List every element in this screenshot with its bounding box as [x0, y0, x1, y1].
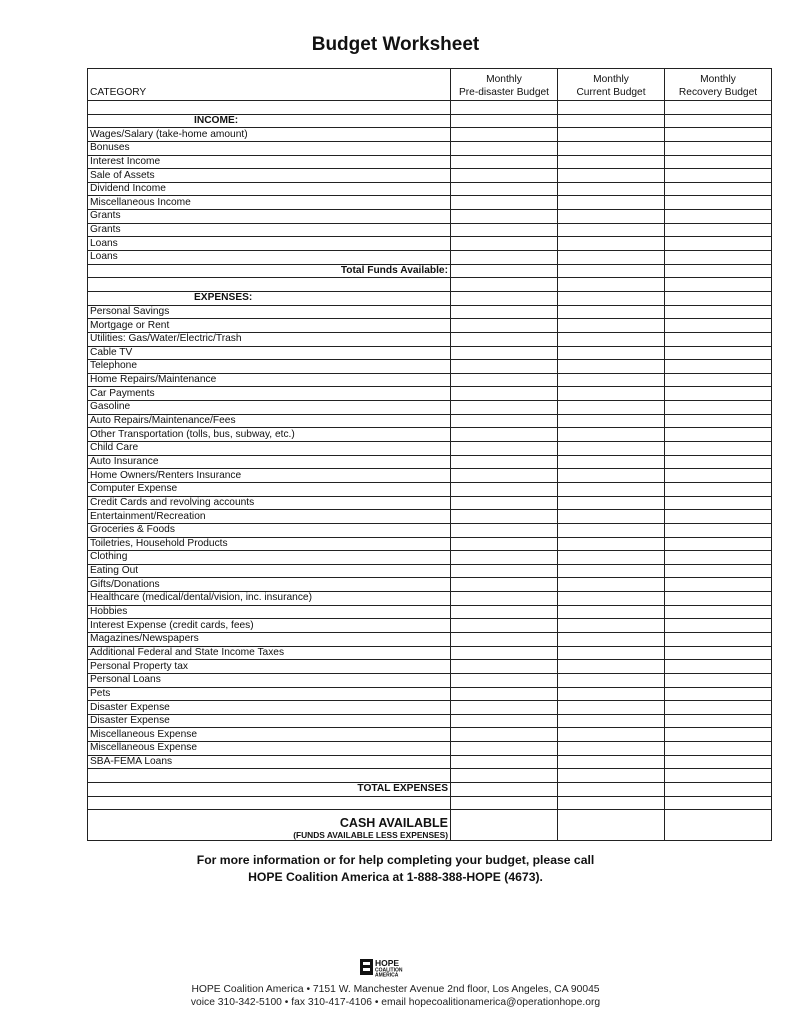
- budget-row: [88, 237, 772, 251]
- pre-disaster-cell[interactable]: [451, 360, 558, 374]
- recovery-budget-cell[interactable]: [665, 251, 772, 265]
- pre-disaster-cell[interactable]: [451, 442, 558, 456]
- recovery-budget-cell[interactable]: [665, 428, 772, 442]
- current-budget-cell[interactable]: [558, 251, 665, 265]
- current-budget-cell[interactable]: [558, 551, 665, 565]
- budget-row: [88, 619, 772, 633]
- budget-row: [88, 755, 772, 769]
- budget-row: [88, 687, 772, 701]
- budget-blank-row: [88, 278, 772, 292]
- category-label: Gifts/Donations: [88, 578, 451, 592]
- pre-disaster-cell[interactable]: [451, 496, 558, 510]
- budget-row: [88, 537, 772, 551]
- current-budget-cell[interactable]: [558, 360, 665, 374]
- budget-row: [88, 169, 772, 183]
- section-heading: EXPENSES:: [88, 291, 451, 305]
- budget-section-row: [88, 291, 772, 305]
- current-budget-cell[interactable]: [558, 537, 665, 551]
- pre-disaster-cell[interactable]: [451, 592, 558, 606]
- recovery-budget-cell[interactable]: [665, 455, 772, 469]
- category-label: Additional Federal and State Income Taxes: [88, 646, 451, 660]
- recovery-budget-cell[interactable]: [665, 346, 772, 360]
- budget-row: [88, 578, 772, 592]
- pre-disaster-cell[interactable]: [451, 687, 558, 701]
- category-label: Other Transportation (tolls, bus, subway, etc.): [88, 428, 451, 442]
- budget-blank-row: [88, 769, 772, 783]
- category-label: Grants: [88, 223, 451, 237]
- category-label: [88, 796, 451, 810]
- budget-row: [88, 673, 772, 687]
- hope-coalition-logo: [360, 958, 432, 978]
- current-budget-cell[interactable]: [558, 141, 665, 155]
- svg-text:AMERICA: AMERICA: [375, 972, 399, 978]
- budget-row: [88, 592, 772, 606]
- cash-available-label: CASH AVAILABLE: [88, 810, 451, 830]
- budget-row: [88, 469, 772, 483]
- recovery-budget-cell[interactable]: [665, 783, 772, 797]
- recovery-budget-cell[interactable]: [665, 155, 772, 169]
- recovery-budget-cell[interactable]: [665, 442, 772, 456]
- pre-disaster-cell[interactable]: [451, 182, 558, 196]
- recovery-budget-cell[interactable]: [665, 469, 772, 483]
- cash-available-row: [88, 810, 772, 830]
- category-label: Wages/Salary (take-home amount): [88, 128, 451, 142]
- recovery-budget-cell[interactable]: [665, 114, 772, 128]
- pre-disaster-cell[interactable]: [451, 646, 558, 660]
- category-label: Toiletries, Household Products: [88, 537, 451, 551]
- budget-row: [88, 414, 772, 428]
- recovery-budget-cell[interactable]: [665, 278, 772, 292]
- current-budget-cell[interactable]: [558, 482, 665, 496]
- category-label: [88, 278, 451, 292]
- current-budget-cell[interactable]: [558, 237, 665, 251]
- pre-disaster-cell[interactable]: [451, 551, 558, 565]
- current-budget-cell[interactable]: [558, 210, 665, 224]
- footer-contact-numbers: voice 310-342-5100 • fax 310-417-4106 • email hopecoalitionamerica@operationhope.org: [190, 997, 601, 1008]
- recovery-budget-cell[interactable]: [665, 237, 772, 251]
- budget-row: [88, 319, 772, 333]
- current-budget-cell[interactable]: [558, 632, 665, 646]
- pre-disaster-cell[interactable]: [451, 237, 558, 251]
- section-heading: INCOME:: [88, 114, 451, 128]
- pre-disaster-cell[interactable]: [451, 251, 558, 265]
- pre-disaster-cash-cell-lower[interactable]: [451, 829, 558, 841]
- category-label: Sale of Assets: [88, 169, 451, 183]
- category-label: Auto Repairs/Maintenance/Fees: [88, 414, 451, 428]
- category-label: Miscellaneous Expense: [88, 728, 451, 742]
- recovery-budget-cell[interactable]: [665, 141, 772, 155]
- pre-disaster-cell[interactable]: [451, 401, 558, 415]
- category-label: Interest Income: [88, 155, 451, 169]
- recovery-budget-cell[interactable]: [665, 796, 772, 810]
- category-label: SBA-FEMA Loans: [88, 755, 451, 769]
- category-label: Disaster Expense: [88, 714, 451, 728]
- pre-disaster-cell[interactable]: [451, 428, 558, 442]
- pre-disaster-cell[interactable]: [451, 482, 558, 496]
- budget-row: [88, 605, 772, 619]
- category-label: Clothing: [88, 551, 451, 565]
- budget-row: [88, 564, 772, 578]
- budget-row: [88, 551, 772, 565]
- current-budget-cell[interactable]: [558, 373, 665, 387]
- budget-table: [87, 68, 772, 841]
- category-label: Hobbies: [88, 605, 451, 619]
- category-header: CATEGORY: [88, 69, 451, 101]
- budget-row: [88, 455, 772, 469]
- pre-disaster-cell[interactable]: [451, 660, 558, 674]
- pre-disaster-cell[interactable]: [451, 196, 558, 210]
- category-label: Car Payments: [88, 387, 451, 401]
- pre-disaster-cell[interactable]: [451, 783, 558, 797]
- current-budget-cell[interactable]: [558, 742, 665, 756]
- category-label: [88, 101, 451, 115]
- category-label: Cable TV: [88, 346, 451, 360]
- budget-row: [88, 155, 772, 169]
- budget-row: [88, 373, 772, 387]
- current-budget-cell[interactable]: [558, 660, 665, 674]
- recovery-budget-cell[interactable]: [665, 769, 772, 783]
- total-label: TOTAL EXPENSES: [88, 783, 451, 797]
- pre-disaster-cell[interactable]: [451, 619, 558, 633]
- pre-disaster-cell[interactable]: [451, 264, 558, 278]
- current-budget-cell[interactable]: [558, 414, 665, 428]
- category-label: [88, 769, 451, 783]
- current-budget-cell[interactable]: [558, 769, 665, 783]
- budget-row: [88, 251, 772, 265]
- recovery-budget-cash-cell[interactable]: [665, 810, 772, 830]
- budget-row: [88, 387, 772, 401]
- category-label: Dividend Income: [88, 182, 451, 196]
- budget-row: [88, 141, 772, 155]
- current-budget-cell[interactable]: [558, 387, 665, 401]
- pre-disaster-cell[interactable]: [451, 414, 558, 428]
- category-label: Utilities: Gas/Water/Electric/Trash: [88, 332, 451, 346]
- budget-row: [88, 360, 772, 374]
- pre-disaster-cell[interactable]: [451, 673, 558, 687]
- category-label: Healthcare (medical/dental/vision, inc. insurance): [88, 592, 451, 606]
- budget-row: [88, 223, 772, 237]
- budget-row: [88, 632, 772, 646]
- recovery-budget-header: Monthly Recovery Budget: [665, 69, 772, 101]
- budget-total-row: [88, 783, 772, 797]
- recovery-budget-cell[interactable]: [665, 196, 772, 210]
- pre-disaster-cell[interactable]: [451, 523, 558, 537]
- category-label: Child Care: [88, 442, 451, 456]
- recovery-budget-cell[interactable]: [665, 714, 772, 728]
- budget-row: [88, 482, 772, 496]
- recovery-budget-cell[interactable]: [665, 742, 772, 756]
- current-budget-cell[interactable]: [558, 455, 665, 469]
- current-budget-cell[interactable]: [558, 442, 665, 456]
- pre-disaster-cell[interactable]: [451, 319, 558, 333]
- category-label: Eating Out: [88, 564, 451, 578]
- recovery-budget-cell[interactable]: [665, 660, 772, 674]
- current-budget-cell[interactable]: [558, 196, 665, 210]
- category-label: Credit Cards and revolving accounts: [88, 496, 451, 510]
- pre-disaster-cell[interactable]: [451, 141, 558, 155]
- recovery-budget-cell[interactable]: [665, 564, 772, 578]
- pre-disaster-cell[interactable]: [451, 769, 558, 783]
- help-info-line2: HOPE Coalition America at 1-888-388-HOPE (4673).: [248, 870, 543, 884]
- current-budget-cell[interactable]: [558, 223, 665, 237]
- pre-disaster-cell[interactable]: [451, 155, 558, 169]
- pre-disaster-cell[interactable]: [451, 632, 558, 646]
- category-label: Gasoline: [88, 401, 451, 415]
- category-label: Entertainment/Recreation: [88, 510, 451, 524]
- budget-row: [88, 510, 772, 524]
- budget-row: [88, 332, 772, 346]
- current-budget-cell[interactable]: [558, 346, 665, 360]
- help-info-line1: For more information or for help completing your budget, please call: [196, 853, 595, 867]
- pre-disaster-cell[interactable]: [451, 578, 558, 592]
- current-budget-cell[interactable]: [558, 564, 665, 578]
- pre-disaster-cell[interactable]: [451, 742, 558, 756]
- pre-disaster-cell[interactable]: [451, 169, 558, 183]
- category-label: Pets: [88, 687, 451, 701]
- budget-row: [88, 401, 772, 415]
- current-budget-cash-cell-lower[interactable]: [558, 829, 665, 841]
- category-label: Miscellaneous Expense: [88, 742, 451, 756]
- budget-row: [88, 196, 772, 210]
- pre-disaster-cell[interactable]: [451, 701, 558, 715]
- current-budget-cell[interactable]: [558, 578, 665, 592]
- pre-disaster-cell[interactable]: [451, 346, 558, 360]
- recovery-budget-cell[interactable]: [665, 728, 772, 742]
- budget-row: [88, 346, 772, 360]
- category-label: Computer Expense: [88, 482, 451, 496]
- recovery-budget-cell[interactable]: [665, 360, 772, 374]
- page-title: Budget Worksheet: [311, 34, 480, 55]
- current-budget-cell[interactable]: [558, 401, 665, 415]
- cash-available-sublabel: (FUNDS AVAILABLE LESS EXPENSES): [88, 829, 451, 841]
- recovery-budget-cell[interactable]: [665, 305, 772, 319]
- budget-blank-row: [88, 796, 772, 810]
- budget-row: [88, 660, 772, 674]
- category-label: Personal Loans: [88, 673, 451, 687]
- category-label: Groceries & Foods: [88, 523, 451, 537]
- category-label: Interest Expense (credit cards, fees): [88, 619, 451, 633]
- current-budget-cell[interactable]: [558, 305, 665, 319]
- pre-disaster-cell[interactable]: [451, 387, 558, 401]
- budget-section-row: [88, 114, 772, 128]
- recovery-budget-cell[interactable]: [665, 332, 772, 346]
- current-budget-cell[interactable]: [558, 101, 665, 115]
- current-budget-header: Monthly Current Budget: [558, 69, 665, 101]
- current-budget-cell[interactable]: [558, 510, 665, 524]
- current-budget-cell[interactable]: [558, 673, 665, 687]
- category-label: Loans: [88, 251, 451, 265]
- pre-disaster-cell[interactable]: [451, 114, 558, 128]
- budget-row: [88, 728, 772, 742]
- pre-disaster-cell[interactable]: [451, 537, 558, 551]
- pre-disaster-cell[interactable]: [451, 128, 558, 142]
- current-budget-cell[interactable]: [558, 278, 665, 292]
- current-budget-cell[interactable]: [558, 796, 665, 810]
- pre-disaster-cell[interactable]: [451, 455, 558, 469]
- budget-row: [88, 714, 772, 728]
- table-header-row: [88, 69, 772, 101]
- recovery-budget-cell[interactable]: [665, 414, 772, 428]
- recovery-budget-cell[interactable]: [665, 182, 772, 196]
- svg-text:HOPE: HOPE: [375, 958, 400, 968]
- recovery-budget-cell[interactable]: [665, 496, 772, 510]
- current-budget-cell[interactable]: [558, 182, 665, 196]
- current-budget-cell[interactable]: [558, 701, 665, 715]
- current-budget-cell[interactable]: [558, 128, 665, 142]
- category-label: Bonuses: [88, 141, 451, 155]
- current-budget-cell[interactable]: [558, 155, 665, 169]
- pre-disaster-cell[interactable]: [451, 305, 558, 319]
- budget-row: [88, 442, 772, 456]
- category-label: Grants: [88, 210, 451, 224]
- pre-disaster-cell[interactable]: [451, 714, 558, 728]
- current-budget-cell[interactable]: [558, 728, 665, 742]
- category-label: Home Repairs/Maintenance: [88, 373, 451, 387]
- category-label: Personal Savings: [88, 305, 451, 319]
- category-label: Telephone: [88, 360, 451, 374]
- current-budget-cell[interactable]: [558, 592, 665, 606]
- recovery-budget-cell[interactable]: [665, 701, 772, 715]
- cash-available-subrow: [88, 829, 772, 841]
- recovery-budget-cell[interactable]: [665, 373, 772, 387]
- recovery-budget-cell[interactable]: [665, 673, 772, 687]
- recovery-budget-cell[interactable]: [665, 755, 772, 769]
- budget-row: [88, 128, 772, 142]
- footer-contact: [0, 983, 791, 1009]
- category-label: Personal Property tax: [88, 660, 451, 674]
- footer-address: HOPE Coalition America • 7151 W. Manchester Avenue 2nd floor, Los Angeles, CA 90045: [191, 984, 600, 995]
- category-label: Mortgage or Rent: [88, 319, 451, 333]
- recovery-budget-cell[interactable]: [665, 482, 772, 496]
- budget-row: [88, 182, 772, 196]
- help-info: [0, 852, 791, 886]
- pre-disaster-header: Monthly Pre-disaster Budget: [451, 69, 558, 101]
- total-label: Total Funds Available:: [88, 264, 451, 278]
- pre-disaster-cell[interactable]: [451, 332, 558, 346]
- budget-row: [88, 523, 772, 537]
- recovery-budget-cell[interactable]: [665, 537, 772, 551]
- pre-disaster-cell[interactable]: [451, 210, 558, 224]
- recovery-budget-cell[interactable]: [665, 169, 772, 183]
- recovery-budget-cell[interactable]: [665, 210, 772, 224]
- recovery-budget-cell[interactable]: [665, 523, 772, 537]
- recovery-budget-cell[interactable]: [665, 319, 772, 333]
- pre-disaster-cell[interactable]: [451, 373, 558, 387]
- category-label: Magazines/Newspapers: [88, 632, 451, 646]
- budget-row: [88, 496, 772, 510]
- current-budget-cell[interactable]: [558, 687, 665, 701]
- category-label: Disaster Expense: [88, 701, 451, 715]
- current-budget-cash-cell[interactable]: [558, 810, 665, 830]
- pre-disaster-cell[interactable]: [451, 278, 558, 292]
- pre-disaster-cell[interactable]: [451, 291, 558, 305]
- pre-disaster-cell[interactable]: [451, 605, 558, 619]
- current-budget-cell[interactable]: [558, 605, 665, 619]
- pre-disaster-cash-cell[interactable]: [451, 810, 558, 830]
- budget-row: [88, 428, 772, 442]
- current-budget-cell[interactable]: [558, 523, 665, 537]
- recovery-budget-cell[interactable]: [665, 578, 772, 592]
- current-budget-cell[interactable]: [558, 619, 665, 633]
- recovery-budget-cell[interactable]: [665, 223, 772, 237]
- current-budget-cell[interactable]: [558, 114, 665, 128]
- recovery-budget-cell[interactable]: [665, 401, 772, 415]
- budget-row: [88, 210, 772, 224]
- svg-text:COALITION: COALITION: [375, 967, 403, 974]
- current-budget-cell[interactable]: [558, 714, 665, 728]
- pre-disaster-cell[interactable]: [451, 796, 558, 810]
- pre-disaster-cell[interactable]: [451, 564, 558, 578]
- pre-disaster-cell[interactable]: [451, 469, 558, 483]
- current-budget-cell[interactable]: [558, 319, 665, 333]
- current-budget-cell[interactable]: [558, 291, 665, 305]
- current-budget-cell[interactable]: [558, 428, 665, 442]
- recovery-budget-cell[interactable]: [665, 264, 772, 278]
- budget-row: [88, 646, 772, 660]
- category-label: Auto Insurance: [88, 455, 451, 469]
- current-budget-cell[interactable]: [558, 169, 665, 183]
- recovery-budget-cell[interactable]: [665, 646, 772, 660]
- category-label: Home Owners/Renters Insurance: [88, 469, 451, 483]
- pre-disaster-cell[interactable]: [451, 101, 558, 115]
- recovery-budget-cell[interactable]: [665, 592, 772, 606]
- recovery-budget-cell[interactable]: [665, 291, 772, 305]
- current-budget-cell[interactable]: [558, 496, 665, 510]
- category-label: Loans: [88, 237, 451, 251]
- current-budget-cell[interactable]: [558, 755, 665, 769]
- current-budget-cell[interactable]: [558, 264, 665, 278]
- recovery-budget-cell[interactable]: [665, 510, 772, 524]
- budget-total-row: [88, 264, 772, 278]
- budget-row: [88, 701, 772, 715]
- recovery-budget-cell[interactable]: [665, 632, 772, 646]
- current-budget-cell[interactable]: [558, 469, 665, 483]
- current-budget-cell[interactable]: [558, 332, 665, 346]
- current-budget-cell[interactable]: [558, 646, 665, 660]
- budget-blank-row: [88, 101, 772, 115]
- recovery-budget-cell[interactable]: [665, 619, 772, 633]
- budget-row: [88, 742, 772, 756]
- recovery-budget-cash-cell-lower[interactable]: [665, 829, 772, 841]
- recovery-budget-cell[interactable]: [665, 128, 772, 142]
- recovery-budget-cell[interactable]: [665, 551, 772, 565]
- pre-disaster-cell[interactable]: [451, 728, 558, 742]
- recovery-budget-cell[interactable]: [665, 687, 772, 701]
- budget-row: [88, 305, 772, 319]
- pre-disaster-cell[interactable]: [451, 223, 558, 237]
- pre-disaster-cell[interactable]: [451, 755, 558, 769]
- recovery-budget-cell[interactable]: [665, 605, 772, 619]
- recovery-budget-cell[interactable]: [665, 101, 772, 115]
- pre-disaster-cell[interactable]: [451, 510, 558, 524]
- recovery-budget-cell[interactable]: [665, 387, 772, 401]
- category-label: Miscellaneous Income: [88, 196, 451, 210]
- current-budget-cell[interactable]: [558, 783, 665, 797]
